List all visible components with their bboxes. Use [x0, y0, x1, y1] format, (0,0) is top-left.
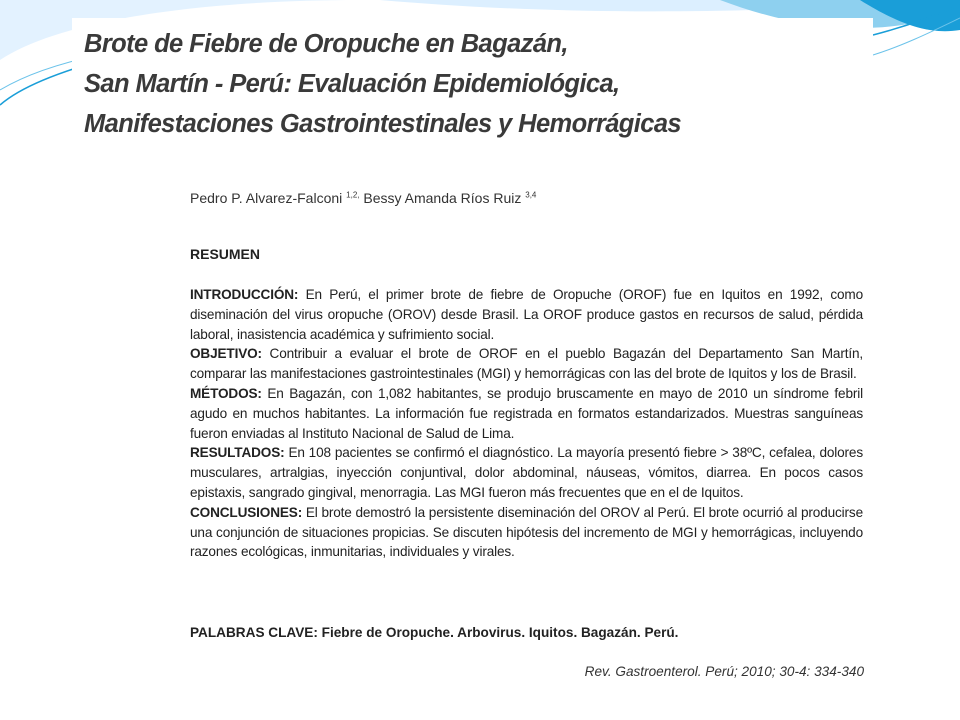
section-label: CONCLUSIONES: [190, 504, 303, 520]
title-line-2: San Martín - Perú: Evaluación Epidemiológica, [84, 70, 620, 98]
abstract-section-metodos [190, 384, 863, 443]
title-line-3: Manifestaciones Gastrointestinales y Hemorrágicas [84, 110, 682, 138]
author-affiliation: 1,2, [346, 190, 360, 200]
abstract-section-objetivo [190, 344, 863, 384]
section-label: OBJETIVO: [190, 346, 262, 362]
section-text: En 108 pacientes se confirmó el diagnóstico. La mayoría presentó fiebre > 38ºC, cefalea, dolores musculares, artralgias, inyección conjuntival, dolor abdominal, náuseas, vómitos, diarrea. En pocos casos epistaxis, sangrado gingival, menorragia. Las MGI fueron más frecuentes que en el de Iquitos. [190, 445, 863, 500]
section-text: En Perú, el primer brote de fiebre de Oropuche (OROF) fue en Iquitos en 1992, como diseminación del virus oropuche (OROV) desde Brasil. La OROF produce gastos en recursos de salud, pérdida laboral, inasistencia académica y sufrimiento social. [190, 287, 863, 342]
section-text: En Bagazán, con 1,082 habitantes, se produjo bruscamente en mayo de 2010 un síndrome febril agudo en muchos habitantes. La información fue registrada en formatos estandarizados. Muestras sanguíneas fueron enviadas al Instituto Nacional de Salud de Lima. [190, 385, 863, 441]
keywords-text: Fiebre de Oropuche. Arbovirus. Iquitos. Bagazán. Perú. [321, 625, 679, 640]
journal-citation: Rev. Gastroenterol. Perú; 2010; 30-4: 334-340 [584, 664, 864, 679]
abstract-section-introduccion [190, 285, 863, 344]
abstract-body [190, 285, 863, 562]
keywords-label: PALABRAS CLAVE: [190, 625, 318, 640]
abstract-section-conclusiones [190, 503, 863, 562]
section-text: El brote demostró la persistente diseminación del OROV al Perú. El brote ocurrió al producirse una conjunción de situaciones propicias. Se discuten hipótesis del incremento de MGI y hemorrágicas, incluyendo razones ecológicas, inmunitarias, individuales y virales. [190, 504, 863, 560]
section-label: INTRODUCCIÓN: [190, 287, 299, 302]
title-line-1: Brote de Fiebre de Oropuche en Bagazán, [84, 30, 568, 58]
author-name: Bessy Amanda Ríos Ruiz [363, 190, 522, 206]
section-label: RESULTADOS: [190, 445, 285, 461]
author-name: Pedro P. Alvarez-Falconi [190, 190, 343, 206]
article-title [84, 24, 681, 144]
abstract-section-resultados [190, 443, 863, 502]
author-list [190, 190, 536, 206]
article-page [72, 18, 873, 690]
section-text: Contribuir a evaluar el brote de OROF en el pueblo Bagazán del Departamento San Martín, comparar las manifestaciones gastrointestinales (MGI) y hemorrágicas con las del brote de Iquitos y los de Brasil. [190, 346, 863, 382]
author-affiliation: 3,4 [525, 190, 537, 200]
keywords [190, 625, 678, 640]
section-label: MÉTODOS: [190, 385, 262, 401]
abstract-heading: RESUMEN [190, 246, 261, 262]
